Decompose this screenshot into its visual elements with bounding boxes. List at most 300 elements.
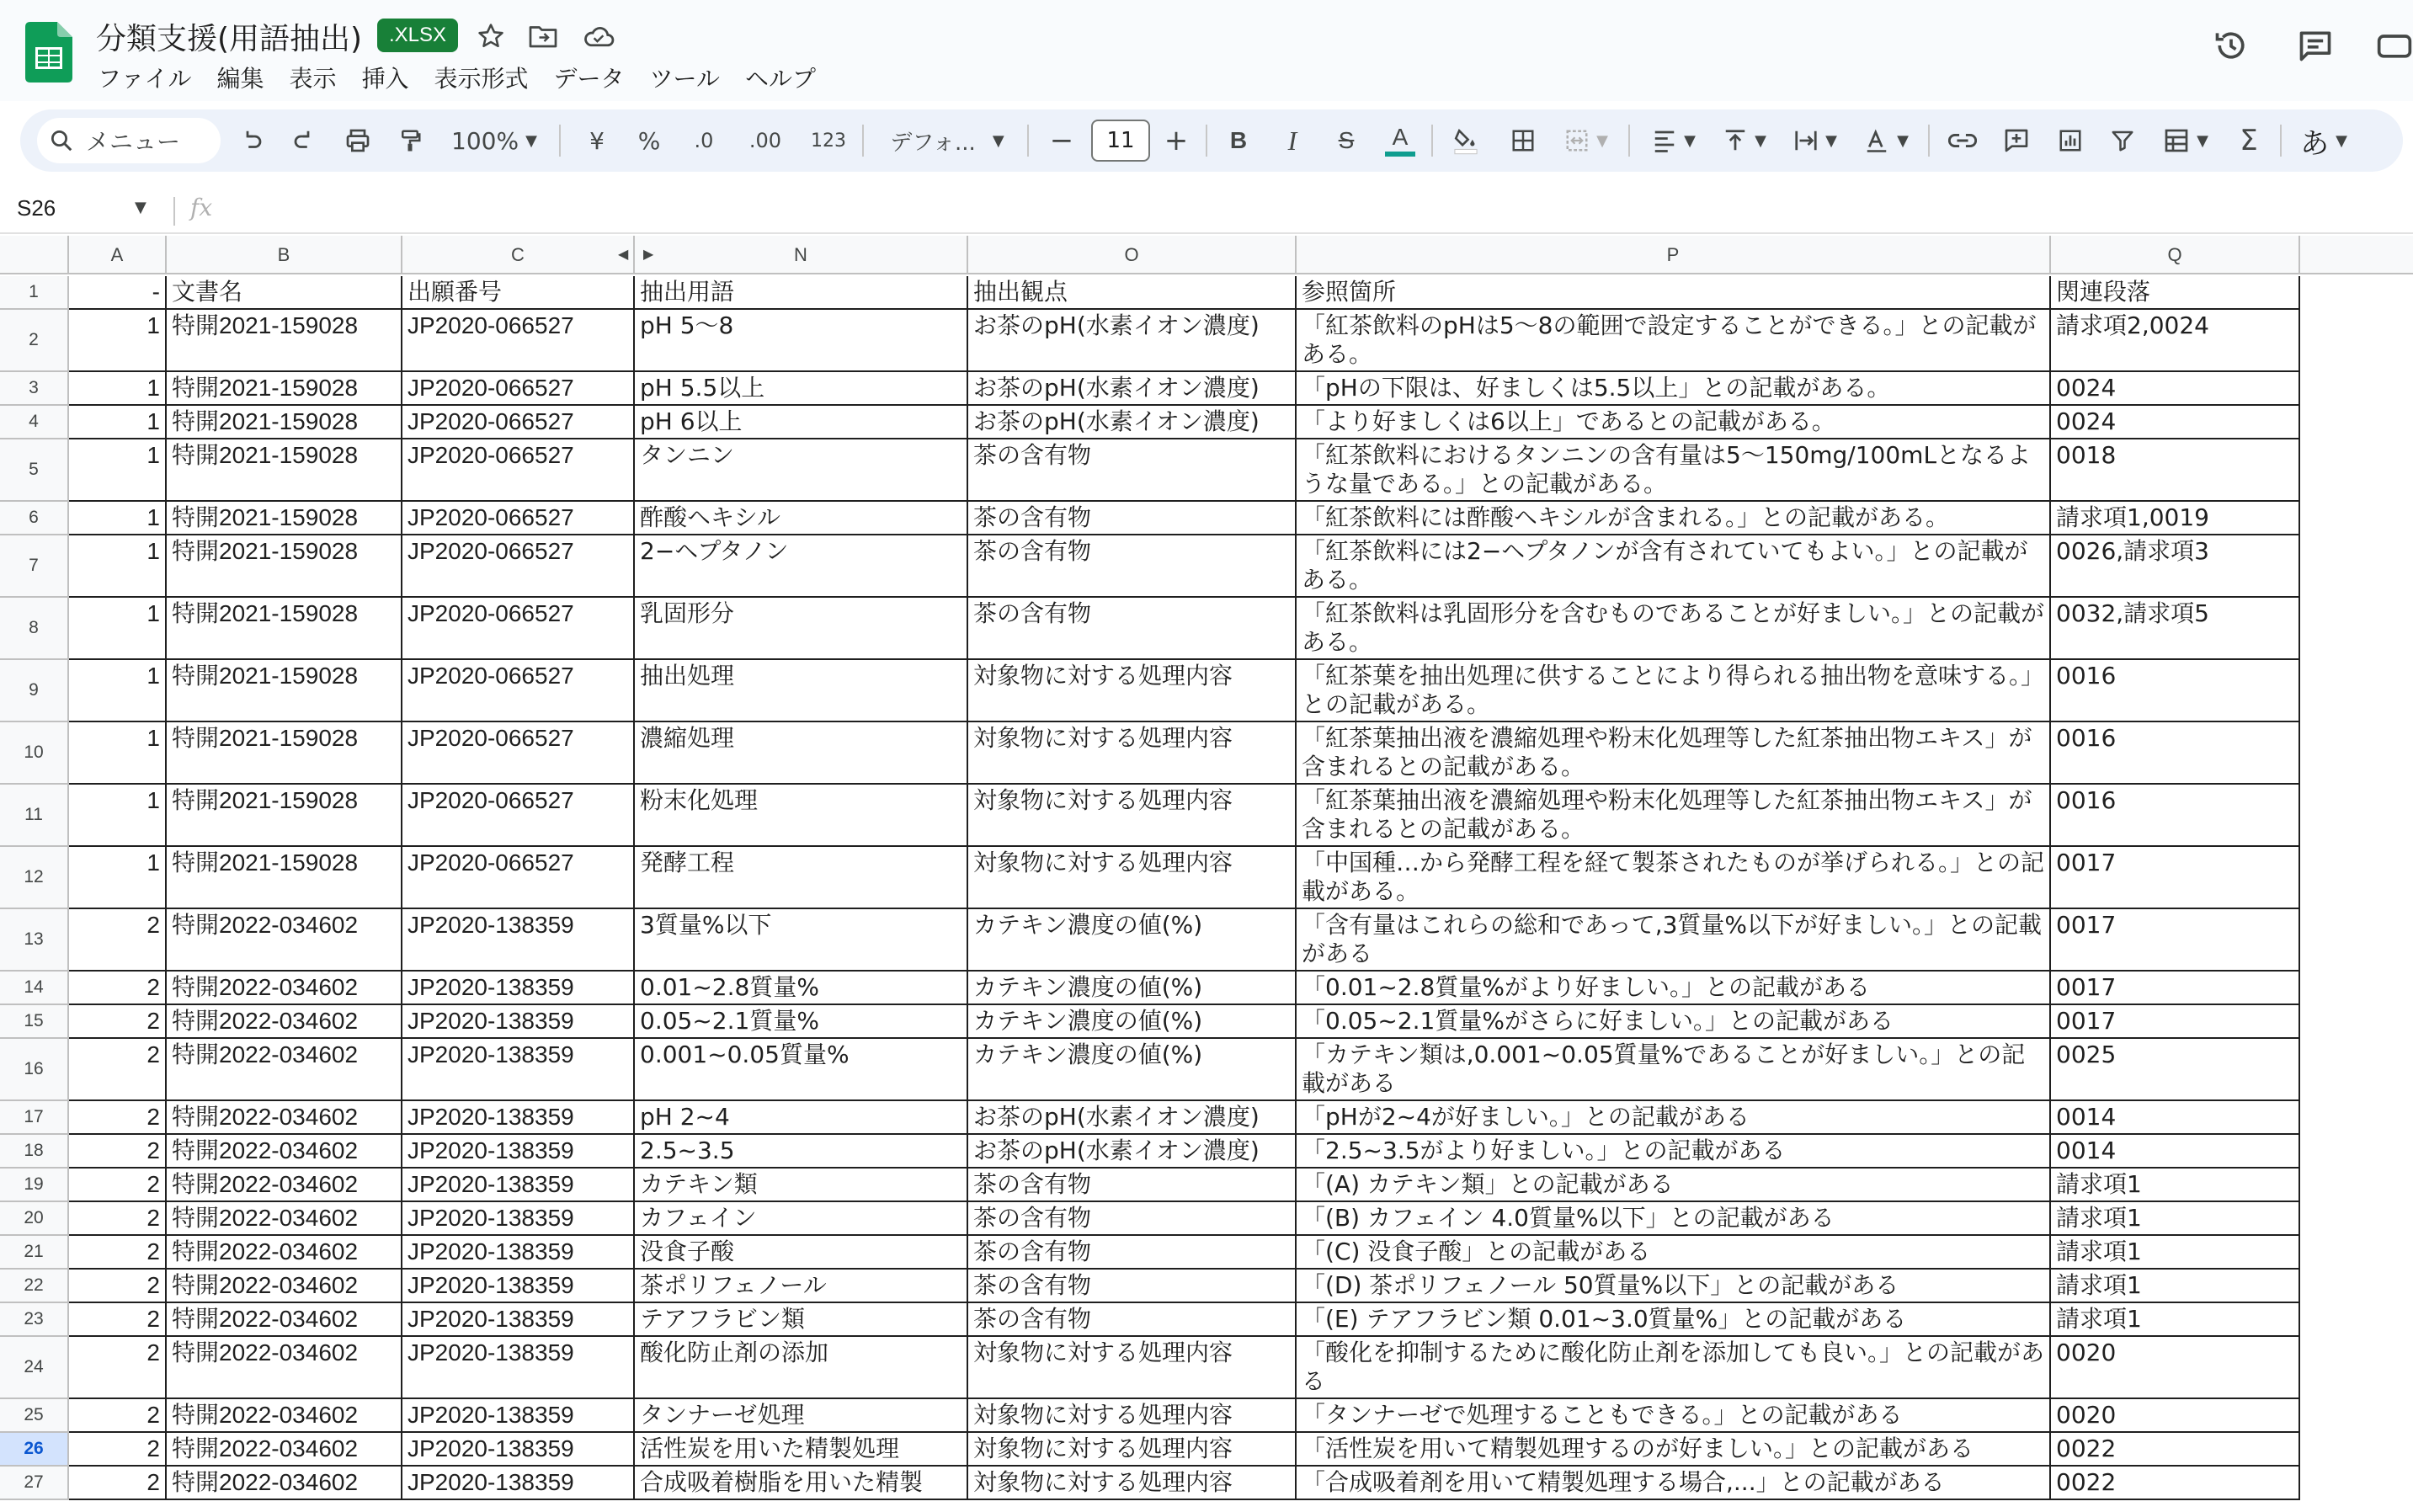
fill-color-icon[interactable] bbox=[1443, 109, 1489, 172]
insert-chart-icon[interactable] bbox=[2048, 109, 2093, 172]
cell-c[interactable]: JP2020-138359 bbox=[402, 1005, 635, 1039]
column-header-b[interactable]: B bbox=[167, 236, 402, 274]
insert-link-icon[interactable] bbox=[1940, 109, 1985, 172]
cell-c[interactable]: JP2020-066527 bbox=[402, 722, 635, 785]
cell-b[interactable]: 特開2022-034602 bbox=[167, 1005, 402, 1039]
row-header[interactable]: 7 bbox=[0, 535, 69, 598]
table-row bbox=[0, 310, 2413, 372]
cell-a[interactable]: 2 bbox=[69, 1039, 167, 1101]
name-box[interactable]: S26 bbox=[17, 195, 56, 221]
toolbar-divider bbox=[1431, 125, 1433, 157]
cell-f[interactable]: 「タンナーゼで処理することもできる。」との記載がある bbox=[1297, 1399, 2051, 1433]
cell-e[interactable]: 対象物に対する処理内容 bbox=[968, 1467, 1297, 1500]
cell-a[interactable]: 2 bbox=[69, 1005, 167, 1039]
cell-d[interactable]: 2.5~3.5 bbox=[635, 1135, 968, 1169]
cell-c[interactable]: JP2020-138359 bbox=[402, 1039, 635, 1101]
row-header[interactable]: 10 bbox=[0, 722, 69, 785]
cell-g[interactable]: 関連段落 bbox=[2051, 276, 2300, 310]
row-header[interactable]: 8 bbox=[0, 598, 69, 660]
cell-e[interactable]: カテキン濃度の値(%) bbox=[968, 1039, 1297, 1101]
cell-b[interactable]: 特開2022-034602 bbox=[167, 1467, 402, 1500]
cell-b[interactable]: 特開2022-034602 bbox=[167, 1303, 402, 1337]
cell-g[interactable]: 0018 bbox=[2051, 439, 2300, 502]
table-row bbox=[0, 406, 2413, 439]
cell-g[interactable]: 請求項1 bbox=[2051, 1202, 2300, 1236]
cell-a[interactable]: 1 bbox=[69, 598, 167, 660]
cell-a[interactable]: 1 bbox=[69, 785, 167, 847]
chevron-down-icon: ▼ bbox=[1897, 131, 1909, 150]
cell-c[interactable]: JP2020-138359 bbox=[402, 1467, 635, 1500]
cell-c[interactable]: JP2020-066527 bbox=[402, 406, 635, 439]
cell-c[interactable]: JP2020-138359 bbox=[402, 1270, 635, 1303]
row-header[interactable]: 26 bbox=[0, 1433, 69, 1467]
cell-e[interactable]: 茶の含有物 bbox=[968, 1236, 1297, 1270]
cell-d[interactable]: 0.05~2.1質量% bbox=[635, 1005, 968, 1039]
cell-g[interactable]: 0020 bbox=[2051, 1337, 2300, 1399]
decrease-font-size-button[interactable]: − bbox=[1049, 124, 1074, 157]
menu-data[interactable]: データ bbox=[553, 65, 625, 93]
meet-icon[interactable] bbox=[2376, 22, 2413, 69]
cell-b[interactable]: 特開2021-159028 bbox=[167, 372, 402, 406]
cell-d[interactable]: 3質量%以下 bbox=[635, 909, 968, 972]
cell-b[interactable]: 特開2022-034602 bbox=[167, 1236, 402, 1270]
decrease-decimal-button[interactable] bbox=[679, 109, 729, 172]
text-rotation-icon[interactable] bbox=[1852, 109, 1920, 172]
cell-a[interactable]: 2 bbox=[69, 1337, 167, 1399]
star-icon[interactable] bbox=[473, 19, 509, 54]
table-row bbox=[0, 1101, 2413, 1135]
cell-a[interactable]: 2 bbox=[69, 1135, 167, 1169]
cell-f[interactable]: 「紅茶飲料には2−ヘプタノンが含有されていてもよい。」との記載がある。 bbox=[1297, 535, 2051, 598]
cell-e[interactable]: 茶の含有物 bbox=[968, 1303, 1297, 1337]
cell-a[interactable]: 2 bbox=[69, 1169, 167, 1202]
cell-e[interactable]: 茶の含有物 bbox=[968, 535, 1297, 598]
cell-a[interactable]: 2 bbox=[69, 1101, 167, 1135]
row-header[interactable]: 12 bbox=[0, 847, 69, 909]
cell-f[interactable]: 「pHの下限は、好ましくは5.5以上」との記載がある。 bbox=[1297, 372, 2051, 406]
cell-g[interactable]: 請求項1 bbox=[2051, 1303, 2300, 1337]
undo-icon[interactable] bbox=[229, 109, 274, 172]
column-header-o[interactable]: O bbox=[968, 236, 1297, 274]
cell-g[interactable]: 請求項2,0024 bbox=[2051, 310, 2300, 372]
cell-b[interactable]: 特開2021-159028 bbox=[167, 535, 402, 598]
row-header[interactable]: 1 bbox=[0, 276, 69, 310]
cell-d[interactable]: 没食子酸 bbox=[635, 1236, 968, 1270]
cell-f[interactable]: 「0.01~2.8質量%がより好ましい。」との記載がある bbox=[1297, 972, 2051, 1005]
cell-c[interactable]: 出願番号 bbox=[402, 276, 635, 310]
row-header[interactable]: 27 bbox=[0, 1467, 69, 1500]
table-row bbox=[0, 439, 2413, 502]
cell-c[interactable]: JP2020-066527 bbox=[402, 660, 635, 722]
title-bar bbox=[0, 0, 2413, 101]
chevron-down-icon: ▼ bbox=[992, 131, 1004, 150]
row-header[interactable]: 23 bbox=[0, 1303, 69, 1337]
row-header[interactable]: 13 bbox=[0, 909, 69, 972]
font-family-select[interactable] bbox=[876, 109, 1019, 172]
cell-b[interactable]: 特開2021-159028 bbox=[167, 310, 402, 372]
zoom-value: 100% bbox=[451, 126, 519, 155]
cell-e[interactable]: お茶のpH(水素イオン濃度) bbox=[968, 1135, 1297, 1169]
column-header-a[interactable]: A bbox=[69, 236, 167, 274]
cell-b[interactable]: 特開2021-159028 bbox=[167, 785, 402, 847]
cell-d[interactable]: 0.01~2.8質量% bbox=[635, 972, 968, 1005]
row-header[interactable]: 5 bbox=[0, 439, 69, 502]
bold-button[interactable]: B bbox=[1229, 127, 1248, 153]
cell-c[interactable]: JP2020-138359 bbox=[402, 1135, 635, 1169]
cell-g[interactable]: 0024 bbox=[2051, 372, 2300, 406]
menu-insert[interactable]: 挿入 bbox=[361, 65, 409, 93]
cell-f[interactable]: 「紅茶飲料は乳固形分を含むものであることが好ましい。」との記載がある。 bbox=[1297, 598, 2051, 660]
table-row bbox=[0, 1169, 2413, 1202]
cell-a[interactable]: 1 bbox=[69, 535, 167, 598]
cell-g[interactable]: 0017 bbox=[2051, 847, 2300, 909]
cell-e[interactable]: お茶のpH(水素イオン濃度) bbox=[968, 406, 1297, 439]
fx-icon: fx bbox=[190, 194, 213, 221]
chevron-down-icon: ▼ bbox=[1825, 131, 1837, 150]
row-header[interactable]: 16 bbox=[0, 1039, 69, 1101]
cell-f[interactable]: 「紅茶飲料におけるタンニンの含有量は5〜150mg/100mLとなるような量である。」との記載がある。 bbox=[1297, 439, 2051, 502]
toolbar bbox=[20, 109, 2403, 172]
number-format-button[interactable]: 123 bbox=[811, 130, 846, 152]
cell-d[interactable]: 酸化防止剤の添加 bbox=[635, 1337, 968, 1399]
cell-f[interactable]: 「紅茶飲料のpHは5〜8の範囲で設定することができる。」との記載がある。 bbox=[1297, 310, 2051, 372]
cell-g[interactable]: 0026,請求項3 bbox=[2051, 535, 2300, 598]
menu-search[interactable] bbox=[37, 118, 221, 163]
cell-a[interactable]: 2 bbox=[69, 972, 167, 1005]
cell-b[interactable]: 特開2022-034602 bbox=[167, 1039, 402, 1101]
cell-a[interactable]: 2 bbox=[69, 1270, 167, 1303]
chevron-down-icon: ▼ bbox=[1684, 131, 1696, 150]
cell-f[interactable]: 「含有量はこれらの総和であって,3質量%以下が好ましい。」との記載がある bbox=[1297, 909, 2051, 972]
cell-g[interactable]: 0016 bbox=[2051, 660, 2300, 722]
row-header[interactable]: 15 bbox=[0, 1005, 69, 1039]
cell-a[interactable]: 2 bbox=[69, 1399, 167, 1433]
cell-e[interactable]: お茶のpH(水素イオン濃度) bbox=[968, 1101, 1297, 1135]
cell-e[interactable]: 対象物に対する処理内容 bbox=[968, 847, 1297, 909]
row-header[interactable]: 3 bbox=[0, 372, 69, 406]
cell-a[interactable]: 2 bbox=[69, 1236, 167, 1270]
cell-f[interactable]: 「(D) 茶ポリフェノール 50質量%以下」との記載がある bbox=[1297, 1270, 2051, 1303]
cell-f[interactable]: 「0.05~2.1質量%がさらに好ましい。」との記載がある bbox=[1297, 1005, 2051, 1039]
cell-g[interactable]: 0017 bbox=[2051, 909, 2300, 972]
cell-c[interactable]: JP2020-066527 bbox=[402, 535, 635, 598]
formula-input[interactable] bbox=[236, 190, 2391, 229]
cell-g[interactable]: 0014 bbox=[2051, 1135, 2300, 1169]
cell-e[interactable]: 茶の含有物 bbox=[968, 502, 1297, 535]
column-header-p[interactable]: P bbox=[1297, 236, 2051, 274]
row-header[interactable]: 2 bbox=[0, 310, 69, 372]
cell-c[interactable]: JP2020-138359 bbox=[402, 909, 635, 972]
cell-c[interactable]: JP2020-066527 bbox=[402, 598, 635, 660]
row-header[interactable]: 25 bbox=[0, 1399, 69, 1433]
cell-e[interactable]: 抽出観点 bbox=[968, 276, 1297, 310]
cell-g[interactable]: 0022 bbox=[2051, 1467, 2300, 1500]
cell-d[interactable]: タンナーゼ処理 bbox=[635, 1399, 968, 1433]
cell-c[interactable]: JP2020-138359 bbox=[402, 1337, 635, 1399]
cell-g[interactable]: 請求項1 bbox=[2051, 1270, 2300, 1303]
cell-g[interactable]: 0016 bbox=[2051, 722, 2300, 785]
functions-icon[interactable]: Σ bbox=[2240, 124, 2258, 157]
cell-e[interactable]: 茶の含有物 bbox=[968, 1202, 1297, 1236]
cell-b[interactable]: 特開2022-034602 bbox=[167, 1433, 402, 1467]
cell-g[interactable]: 0017 bbox=[2051, 972, 2300, 1005]
cell-e[interactable]: カテキン濃度の値(%) bbox=[968, 909, 1297, 972]
hidden-columns-left-arrow-icon[interactable]: ◀ bbox=[618, 246, 629, 262]
cell-f[interactable]: 「(A) カテキン類」との記載がある bbox=[1297, 1169, 2051, 1202]
cell-e[interactable]: 茶の含有物 bbox=[968, 439, 1297, 502]
cell-a[interactable]: 1 bbox=[69, 372, 167, 406]
cell-b[interactable]: 特開2022-034602 bbox=[167, 1169, 402, 1202]
cell-d[interactable]: 濃縮処理 bbox=[635, 722, 968, 785]
cell-g[interactable]: 請求項1 bbox=[2051, 1169, 2300, 1202]
redo-icon[interactable] bbox=[281, 109, 327, 172]
row-header[interactable]: 6 bbox=[0, 502, 69, 535]
cell-g[interactable]: 0014 bbox=[2051, 1101, 2300, 1135]
cell-a[interactable]: 2 bbox=[69, 909, 167, 972]
currency-format-button[interactable]: ¥ bbox=[589, 126, 605, 155]
vertical-align-icon[interactable] bbox=[1711, 109, 1778, 172]
cell-d[interactable]: 茶ポリフェノール bbox=[635, 1270, 968, 1303]
paint-format-icon[interactable] bbox=[387, 109, 433, 172]
cell-a[interactable]: 1 bbox=[69, 406, 167, 439]
row-header[interactable]: 19 bbox=[0, 1169, 69, 1202]
cell-c[interactable]: JP2020-138359 bbox=[402, 1236, 635, 1270]
cell-c[interactable]: JP2020-138359 bbox=[402, 1202, 635, 1236]
menu-help[interactable]: ヘルプ bbox=[744, 65, 816, 93]
cell-d[interactable]: タンニン bbox=[635, 439, 968, 502]
cell-g[interactable]: 請求項1 bbox=[2051, 1236, 2300, 1270]
cell-c[interactable]: JP2020-138359 bbox=[402, 972, 635, 1005]
increase-decimal-button[interactable] bbox=[736, 109, 795, 172]
cell-c[interactable]: JP2020-066527 bbox=[402, 847, 635, 909]
cell-b[interactable]: 特開2021-159028 bbox=[167, 406, 402, 439]
cell-d[interactable]: pH 5〜8 bbox=[635, 310, 968, 372]
hidden-columns-right-arrow-icon[interactable]: ▶ bbox=[643, 246, 654, 262]
cell-a[interactable]: 2 bbox=[69, 1202, 167, 1236]
cell-a[interactable]: 1 bbox=[69, 439, 167, 502]
cell-e[interactable]: カテキン濃度の値(%) bbox=[968, 1005, 1297, 1039]
cell-e[interactable]: お茶のpH(水素イオン濃度) bbox=[968, 372, 1297, 406]
cell-b[interactable]: 特開2021-159028 bbox=[167, 722, 402, 785]
row-header[interactable]: 18 bbox=[0, 1135, 69, 1169]
text-color-swatch bbox=[1385, 152, 1415, 157]
cell-d[interactable]: pH 6以上 bbox=[635, 406, 968, 439]
italic-button[interactable]: I bbox=[1287, 125, 1297, 156]
row-header[interactable]: 9 bbox=[0, 660, 69, 722]
cell-e[interactable]: 茶の含有物 bbox=[968, 1169, 1297, 1202]
cell-e[interactable]: 対象物に対する処理内容 bbox=[968, 785, 1297, 847]
cell-f[interactable]: 「2.5~3.5がより好ましい。」との記載がある bbox=[1297, 1135, 2051, 1169]
cell-d[interactable]: 2−ヘプタノン bbox=[635, 535, 968, 598]
cell-c[interactable]: JP2020-066527 bbox=[402, 310, 635, 372]
cell-f[interactable]: 「pHが2~4が好ましい。」との記載がある bbox=[1297, 1101, 2051, 1135]
cell-g[interactable]: 0022 bbox=[2051, 1433, 2300, 1467]
cell-f[interactable]: 「酸化を抑制するために酸化防止剤を添加しても良い。」との記載がある bbox=[1297, 1337, 2051, 1399]
cell-c[interactable]: JP2020-066527 bbox=[402, 785, 635, 847]
cell-d[interactable]: 粉末化処理 bbox=[635, 785, 968, 847]
cell-b[interactable]: 特開2021-159028 bbox=[167, 598, 402, 660]
column-header-row bbox=[0, 236, 2413, 274]
row-header[interactable]: 20 bbox=[0, 1202, 69, 1236]
cell-g[interactable]: 0032,請求項5 bbox=[2051, 598, 2300, 660]
comments-icon[interactable] bbox=[2292, 22, 2339, 69]
strikethrough-button[interactable]: S bbox=[1338, 127, 1355, 153]
cell-d[interactable]: 抽出処理 bbox=[635, 660, 968, 722]
cell-b[interactable]: 特開2022-034602 bbox=[167, 1202, 402, 1236]
menu-view[interactable]: 表示 bbox=[289, 65, 337, 93]
version-history-icon[interactable] bbox=[2208, 22, 2255, 69]
cell-b[interactable]: 特開2022-034602 bbox=[167, 1399, 402, 1433]
cell-a[interactable]: 2 bbox=[69, 1433, 167, 1467]
borders-icon[interactable] bbox=[1500, 109, 1546, 172]
cell-d[interactable]: pH 5.5以上 bbox=[635, 372, 968, 406]
cell-f[interactable]: 「紅茶葉抽出液を濃縮処理や粉末化処理等した紅茶抽出物エキス」が含まれるとの記載がある。 bbox=[1297, 722, 2051, 785]
text-color-button[interactable] bbox=[1377, 109, 1423, 172]
table-row bbox=[0, 1303, 2413, 1337]
menu-tools[interactable]: ツール bbox=[649, 65, 720, 93]
cell-d[interactable]: カテキン類 bbox=[635, 1169, 968, 1202]
cell-c[interactable]: JP2020-138359 bbox=[402, 1303, 635, 1337]
cell-f[interactable]: 「中国種…から発酵工程を経て製茶されたものが挙げられる。」との記載がある。 bbox=[1297, 847, 2051, 909]
chevron-down-icon: ▼ bbox=[525, 131, 537, 150]
cell-c[interactable]: JP2020-138359 bbox=[402, 1399, 635, 1433]
cell-e[interactable]: 対象物に対する処理内容 bbox=[968, 1399, 1297, 1433]
cell-a[interactable]: 1 bbox=[69, 660, 167, 722]
cell-f[interactable]: 「(C) 没食子酸」との記載がある bbox=[1297, 1236, 2051, 1270]
input-tools-button[interactable] bbox=[2290, 109, 2357, 172]
row-header[interactable]: 14 bbox=[0, 972, 69, 1005]
row-header[interactable]: 11 bbox=[0, 785, 69, 847]
cell-e[interactable]: 対象物に対する処理内容 bbox=[968, 660, 1297, 722]
formula-bar bbox=[0, 187, 2413, 234]
menu-edit[interactable]: 編集 bbox=[216, 65, 264, 93]
cell-e[interactable]: 対象物に対する処理内容 bbox=[968, 1337, 1297, 1399]
document-title[interactable]: 分類支援(用語抽出) bbox=[96, 22, 363, 56]
horizontal-align-icon[interactable] bbox=[1640, 109, 1707, 172]
cell-a[interactable]: 1 bbox=[69, 847, 167, 909]
cell-b[interactable]: 特開2021-159028 bbox=[167, 502, 402, 535]
cell-e[interactable]: 茶の含有物 bbox=[968, 598, 1297, 660]
font-size-input[interactable]: 11 bbox=[1091, 120, 1150, 162]
filter-icon[interactable] bbox=[2100, 109, 2145, 172]
cell-f[interactable]: 「紅茶葉を抽出処理に供することにより得られる抽出物を意味する。」との記載がある。 bbox=[1297, 660, 2051, 722]
cell-c[interactable]: JP2020-066527 bbox=[402, 439, 635, 502]
insert-comment-icon[interactable] bbox=[1994, 109, 2039, 172]
cell-d[interactable]: pH 2~4 bbox=[635, 1101, 968, 1135]
menu-format[interactable]: 表示形式 bbox=[434, 65, 529, 93]
cell-c[interactable]: JP2020-066527 bbox=[402, 372, 635, 406]
cell-f[interactable]: 「紅茶葉抽出液を濃縮処理や粉末化処理等した紅茶抽出物エキス」が含まれるとの記載がある。 bbox=[1297, 785, 2051, 847]
cell-d[interactable]: 酢酸ヘキシル bbox=[635, 502, 968, 535]
cell-a[interactable]: - bbox=[69, 276, 167, 310]
menu-file[interactable]: ファイル bbox=[98, 65, 192, 93]
cell-f[interactable]: 「合成吸着剤を用いて精製処理する場合,...」との記載がある bbox=[1297, 1467, 2051, 1500]
text-wrapping-icon[interactable] bbox=[1782, 109, 1849, 172]
cell-d[interactable]: 0.001~0.05質量% bbox=[635, 1039, 968, 1101]
row-header[interactable]: 4 bbox=[0, 406, 69, 439]
cell-d[interactable]: 活性炭を用いた精製処理 bbox=[635, 1433, 968, 1467]
select-all-corner[interactable] bbox=[0, 236, 69, 274]
cell-f[interactable]: 「紅茶飲料には酢酸ヘキシルが含まれる。」との記載がある。 bbox=[1297, 502, 2051, 535]
cell-e[interactable]: カテキン濃度の値(%) bbox=[968, 972, 1297, 1005]
menu-search-label: メニュー bbox=[86, 128, 181, 156]
cell-e[interactable]: 対象物に対する処理内容 bbox=[968, 722, 1297, 785]
row-header[interactable]: 24 bbox=[0, 1337, 69, 1399]
cell-f[interactable]: 「(B) カフェイン 4.0質量%以下」との記載がある bbox=[1297, 1202, 2051, 1236]
cell-b[interactable]: 特開2021-159028 bbox=[167, 847, 402, 909]
zoom-select[interactable] bbox=[439, 109, 549, 172]
cell-b[interactable]: 特開2022-034602 bbox=[167, 1337, 402, 1399]
column-header-q[interactable]: Q bbox=[2051, 236, 2300, 274]
cloud-status-icon[interactable] bbox=[581, 19, 616, 54]
cell-b[interactable]: 文書名 bbox=[167, 276, 402, 310]
merge-cells-icon[interactable] bbox=[1553, 109, 1620, 172]
row-header[interactable]: 22 bbox=[0, 1270, 69, 1303]
cell-g[interactable]: 請求項1,0019 bbox=[2051, 502, 2300, 535]
cell-c[interactable]: JP2020-138359 bbox=[402, 1433, 635, 1467]
cell-c[interactable]: JP2020-066527 bbox=[402, 502, 635, 535]
sheets-logo-icon[interactable] bbox=[25, 22, 72, 83]
cell-d[interactable]: テアフラビン類 bbox=[635, 1303, 968, 1337]
cell-d[interactable]: 乳固形分 bbox=[635, 598, 968, 660]
cell-d[interactable]: カフェイン bbox=[635, 1202, 968, 1236]
cell-d[interactable]: 合成吸着樹脂を用いた精製 bbox=[635, 1467, 968, 1500]
cell-e[interactable]: 対象物に対する処理内容 bbox=[968, 1433, 1297, 1467]
cell-c[interactable]: JP2020-138359 bbox=[402, 1169, 635, 1202]
cell-a[interactable]: 1 bbox=[69, 502, 167, 535]
filter-views-icon[interactable] bbox=[2152, 109, 2219, 172]
cell-a[interactable]: 1 bbox=[69, 722, 167, 785]
table-row bbox=[0, 1337, 2413, 1399]
row-header[interactable]: 21 bbox=[0, 1236, 69, 1270]
cell-f[interactable]: 参照箇所 bbox=[1297, 276, 2051, 310]
cell-b[interactable]: 特開2022-034602 bbox=[167, 1135, 402, 1169]
cell-b[interactable]: 特開2022-034602 bbox=[167, 1101, 402, 1135]
cell-b[interactable]: 特開2021-159028 bbox=[167, 439, 402, 502]
cell-a[interactable]: 2 bbox=[69, 1467, 167, 1500]
cell-b[interactable]: 特開2022-034602 bbox=[167, 909, 402, 972]
row-header[interactable]: 17 bbox=[0, 1101, 69, 1135]
column-header-c[interactable]: C bbox=[402, 236, 635, 274]
cell-g[interactable]: 0025 bbox=[2051, 1039, 2300, 1101]
move-folder-icon[interactable] bbox=[525, 19, 561, 54]
cell-a[interactable]: 2 bbox=[69, 1303, 167, 1337]
cell-f[interactable]: 「より好ましくは6以上」であるとの記載がある。 bbox=[1297, 406, 2051, 439]
cell-a[interactable]: 1 bbox=[69, 310, 167, 372]
increase-font-size-button[interactable]: + bbox=[1164, 124, 1189, 157]
percent-format-button[interactable]: % bbox=[637, 126, 661, 155]
column-header-n[interactable]: N bbox=[635, 236, 968, 274]
cell-f[interactable]: 「(E) テアフラビン類 0.01~3.0質量%」との記載がある bbox=[1297, 1303, 2051, 1337]
cell-b[interactable]: 特開2022-034602 bbox=[167, 1270, 402, 1303]
cell-g[interactable]: 0024 bbox=[2051, 406, 2300, 439]
cell-d[interactable]: 発酵工程 bbox=[635, 847, 968, 909]
cell-b[interactable]: 特開2021-159028 bbox=[167, 660, 402, 722]
chevron-down-icon[interactable]: ▼ bbox=[135, 199, 146, 216]
cell-c[interactable]: JP2020-138359 bbox=[402, 1101, 635, 1135]
cell-f[interactable]: 「カテキン類は,0.001~0.05質量%であることが好ましい。」との記載がある bbox=[1297, 1039, 2051, 1101]
cell-g[interactable]: 0020 bbox=[2051, 1399, 2300, 1433]
cell-g[interactable]: 0016 bbox=[2051, 785, 2300, 847]
cell-e[interactable]: お茶のpH(水素イオン濃度) bbox=[968, 310, 1297, 372]
print-icon[interactable] bbox=[335, 109, 381, 172]
cell-f[interactable]: 「活性炭を用いて精製処理するのが好ましい。」との記載がある bbox=[1297, 1433, 2051, 1467]
cell-e[interactable]: 茶の含有物 bbox=[968, 1270, 1297, 1303]
cell-b[interactable]: 特開2022-034602 bbox=[167, 972, 402, 1005]
chevron-down-icon: ▼ bbox=[1596, 131, 1608, 150]
cell-g[interactable]: 0017 bbox=[2051, 1005, 2300, 1039]
cell-d[interactable]: 抽出用語 bbox=[635, 276, 968, 310]
